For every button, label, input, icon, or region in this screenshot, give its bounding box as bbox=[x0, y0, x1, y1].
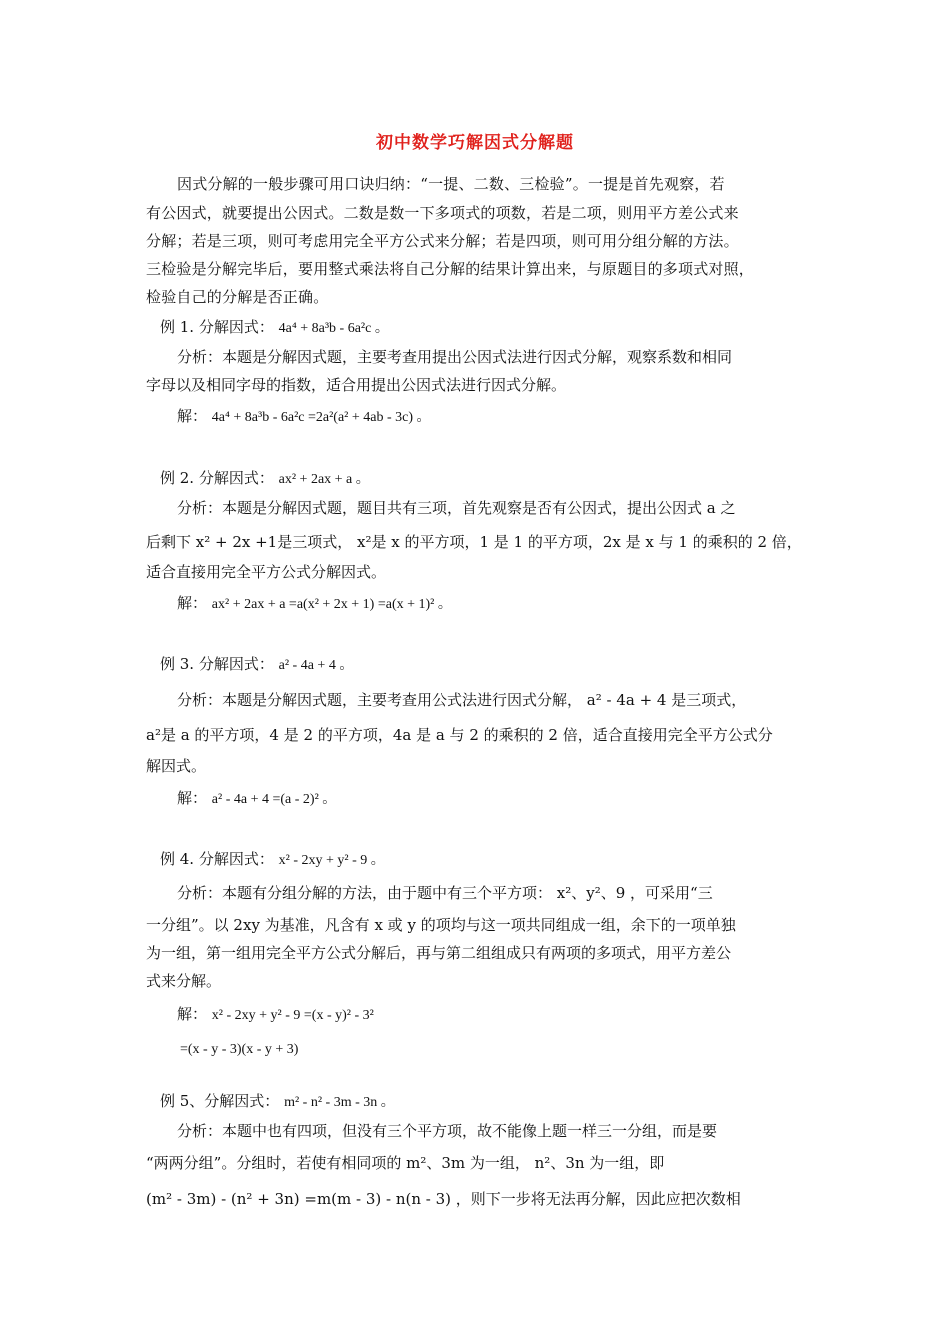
example-2-analysis-line-3: 适合直接用完全平方公式分解因式。 bbox=[146, 563, 387, 581]
example-4-label: 例 4. 分解因式： bbox=[160, 850, 274, 868]
example-3-solution bbox=[177, 787, 845, 811]
example-1-solution-expression: 4a⁴ + 8a³b - 6a²c =2a²(a² + 4ab - 3c) 。 bbox=[211, 410, 431, 425]
example-4-solution bbox=[177, 1003, 845, 1027]
example-2-solution-expression: ax² + 2ax + a =a(x² + 2x + 1) =a(x + 1)² 。 bbox=[211, 597, 452, 612]
example-3-solution-expression: a² - 4a + 4 =(a - 2)² 。 bbox=[211, 792, 337, 807]
example-5-analysis-line-3: (m² - 3m) - (n² + 3n) =m(m - 3) - n(n - 3) ，则下一步将无法再分解，因此应把次数相 bbox=[146, 1190, 741, 1208]
example-1-expression: 4a⁴ + 8a³b - 6a²c 。 bbox=[278, 321, 389, 336]
example-4-analysis-line-2: 一分组”。以 2xy 为基准，凡含有 x 或 y 的项均与这一项共同组成一组，余下的一项单独 bbox=[146, 916, 736, 934]
example-4-solution-line-2: =(x - y - 3)(x - y + 3) bbox=[180, 1042, 299, 1057]
intro-line-3: 分解；若是三项，则可考虑用完全平方公式来分解；若是四项，则可用分组分解的方法。 bbox=[146, 232, 739, 250]
intro-line-1: 因式分解的一般步骤可用口诀归纳：“一提、二数、三检验”。一提是首先观察，若 bbox=[177, 175, 725, 193]
example-1-analysis-line-2: 字母以及相同字母的指数，适合用提出公因式法进行因式分解。 bbox=[146, 376, 567, 394]
example-1-label: 例 1. 分解因式： bbox=[160, 318, 274, 336]
example-5-expression: m² - n² - 3m - 3n 。 bbox=[284, 1095, 395, 1110]
example-4-analysis-line-3: 为一组，第一组用完全平方公式分解后，再与第二组组成只有两项的多项式，用平方差公 bbox=[146, 944, 732, 962]
example-1-solution bbox=[177, 405, 845, 429]
example-5-heading bbox=[160, 1090, 828, 1114]
example-2-expression: ax² + 2ax + a 。 bbox=[278, 472, 370, 487]
example-1-heading bbox=[160, 316, 828, 340]
example-3-analysis-line-2: a²是 a 的平方项，4 是 2 的平方项，4a 是 a 与 2 的乘积的 2 倍，适合直接用完全平方公式分 bbox=[146, 726, 773, 744]
example-4-analysis-line-1: 分析：本题有分组分解的方法，由于题中有三个平方项： x²、y²、9 ，可采用“三 bbox=[177, 884, 713, 902]
example-5-analysis-line-2: “两两分组”。分组时，若使有相同项的 m²、3m 为一组， n²、3n 为一组，即 bbox=[146, 1154, 665, 1172]
example-4-expression: x² - 2xy + y² - 9 。 bbox=[278, 853, 385, 868]
example-2-analysis-line-2: 后剩下 x² + 2x +1是三项式， x²是 x 的平方项，1 是 1 的平方项，2x 是 x 与 1 的乘积的 2 倍， bbox=[146, 533, 802, 551]
example-4-solution-label: 解： bbox=[177, 1005, 208, 1023]
intro-line-5: 检验自己的分解是否正确。 bbox=[146, 288, 329, 306]
example-2-solution bbox=[177, 592, 845, 616]
example-4-solution-expression: x² - 2xy + y² - 9 =(x - y)² - 3² bbox=[211, 1008, 374, 1023]
example-4-heading bbox=[160, 848, 828, 872]
example-3-solution-label: 解： bbox=[177, 789, 208, 807]
example-2-label: 例 2. 分解因式： bbox=[160, 469, 274, 487]
example-5-label: 例 5、分解因式： bbox=[160, 1092, 280, 1110]
page-title: 初中数学巧解因式分解题 bbox=[376, 133, 574, 153]
example-3-analysis-line-1: 分析：本题是分解因式题，主要考查用公式法进行因式分解， a² - 4a + 4 是三项式， bbox=[177, 691, 747, 709]
example-2-heading bbox=[160, 467, 828, 491]
example-3-heading bbox=[160, 653, 828, 677]
example-3-analysis-line-3: 解因式。 bbox=[146, 757, 207, 775]
example-1-analysis-line-1: 分析：本题是分解因式题，主要考查用提出公因式法进行因式分解，观察系数和相同 bbox=[177, 348, 733, 366]
intro-line-4: 三检验是分解完毕后，要用整式乘法将自己分解的结果计算出来，与原题目的多项式对照， bbox=[146, 260, 755, 278]
example-2-solution-label: 解： bbox=[177, 594, 208, 612]
example-2-analysis-line-1: 分析：本题是分解因式题，题目共有三项，首先观察是否有公因式，提出公因式 a 之 bbox=[177, 499, 736, 517]
example-3-label: 例 3. 分解因式： bbox=[160, 655, 274, 673]
example-3-expression: a² - 4a + 4 。 bbox=[278, 658, 354, 673]
example-4-analysis-line-4: 式来分解。 bbox=[146, 972, 222, 990]
example-1-solution-label: 解： bbox=[177, 407, 208, 425]
example-5-analysis-line-1: 分析：本题中也有四项，但没有三个平方项，故不能像上题一样三一分组，而是要 bbox=[177, 1122, 718, 1140]
intro-line-2: 有公因式，就要提出公因式。二数是数一下多项式的项数，若是二项，则用平方差公式来 bbox=[146, 204, 739, 222]
